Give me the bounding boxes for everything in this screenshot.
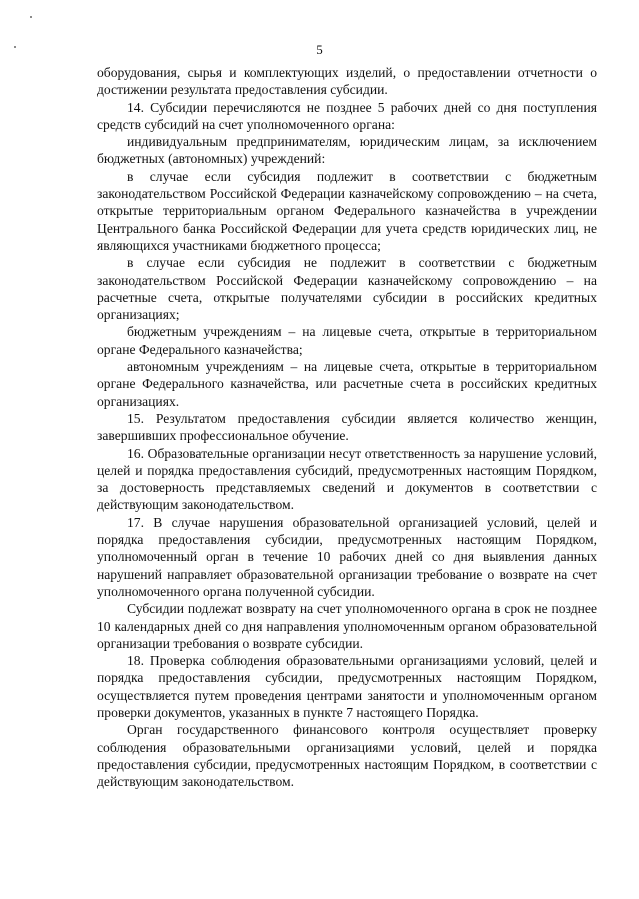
paragraph: Субсидии подлежат возврату на счет уполномоченного органа в срок не позднее 10 календарных дней со дня направления уполномоченным органом образовательной организации требования о возврате субсидии. (97, 601, 597, 651)
document-body (97, 64, 597, 790)
paragraph: Орган государственного финансового контроля осуществляет проверку соблюдения образовательными организациями условий, целей и порядка предоставления субсидии, предусмотренных настоящим Порядком, в соответствии с действующим законодательством. (97, 722, 597, 790)
scan-speck (30, 16, 32, 18)
paragraph: индивидуальным предпринимателям, юридическим лицам, за исключением бюджетных (автономных) учреждений: (97, 134, 597, 167)
paragraph: в случае если субсидия не подлежит в соответствии с бюджетным законодательством Российской Федерации казначейскому сопровождению – на расчетные счета, открытые получателями субсидии в российских кредитных организациях; (97, 255, 597, 323)
paragraph: бюджетным учреждениям – на лицевые счета, открытые в территориальном органе Федерального казначейства; (97, 324, 597, 357)
paragraph: в случае если субсидия подлежит в соответствии с бюджетным законодательством Российской Федерации казначейскому сопровождению – на счета, открытые территориальным органом Федерального казначейства в учреждении Центрального банка Российской Федерации для учета средств юридических лиц, не являющихся участниками бюджетного процесса; (97, 168, 597, 253)
paragraph: 17. В случае нарушения образовательной организацией условий, целей и порядка предоставления субсидии, предусмотренных настоящим Порядком, уполномоченный орган в течение 10 рабочих дней со дня выявления данных нарушений направляет образовательной организации требование о возврате на счет уполномоченного органа полученной субсидии. (97, 514, 597, 599)
paragraph: 16. Образовательные организации несут ответственность за нарушение условий, целей и порядка предоставления субсидий, предусмотренных настоящим Порядком, за достоверность представляемых сведений и документов в соответствии с действующим законодательством. (97, 445, 597, 513)
page-number: 5 (316, 42, 323, 57)
paragraph: 14. Субсидии перечисляются не позднее 5 рабочих дней со дня поступления средств субсидий на счет уполномоченного органа: (97, 99, 597, 132)
paragraph: оборудования, сырья и комплектующих изделий, о предоставлении отчетности о достижении результата предоставления субсидии. (97, 65, 597, 98)
paragraph: 15. Результатом предоставления субсидии является количество женщин, завершивших профессиональное обучение. (97, 410, 597, 444)
paragraph: 18. Проверка соблюдения образовательными организациями условий, целей и порядка предоставления субсидии, предусмотренных настоящим Порядком, осуществляется путем проведения центрами занятости и уполномоченным органом проверки документов, указанных в пункте 7 настоящего Порядка. (97, 653, 597, 720)
paragraph: автономным учреждениям – на лицевые счета, открытые в территориальном органе Федерального казначейства, или расчетные счета в российских кредитных организациях. (97, 359, 597, 409)
